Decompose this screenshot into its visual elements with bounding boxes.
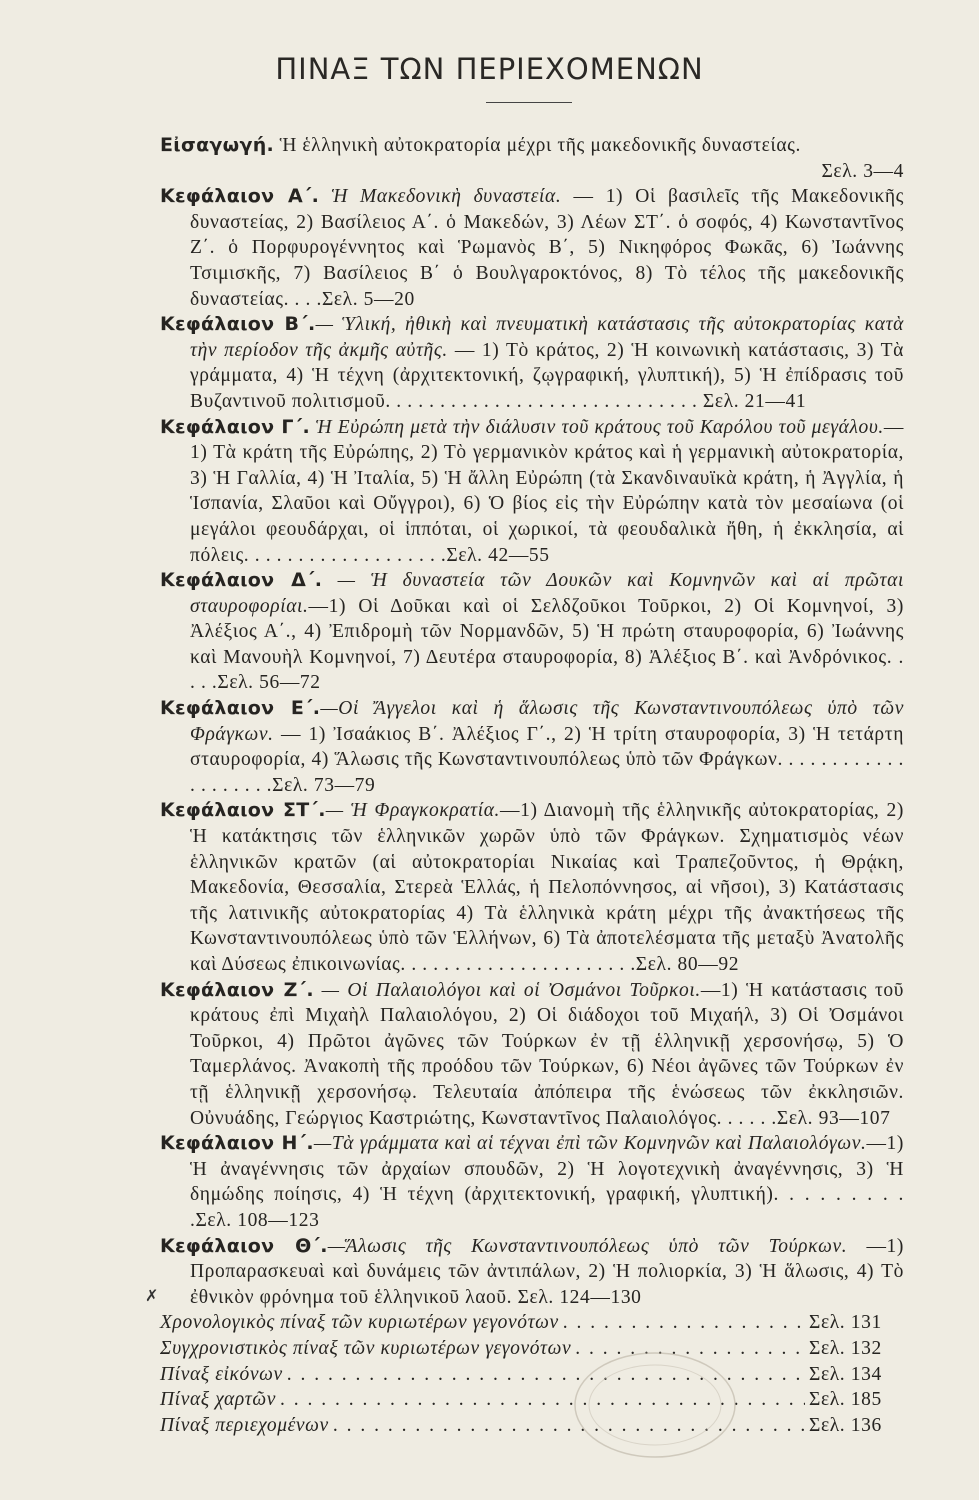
index-pages: Σελ. 132 (809, 1337, 882, 1359)
index-label: Πίναξ εἰκόνων (160, 1363, 283, 1385)
entry-text: — 1) Τὸ κράτος, 2) Ἡ κοινωνικὴ κατάστασις, 3) Τὰ γράμματα, 4) Ἡ τέχνη (ἀρχιτεκτονική, ζῳγραφική, γλυπτική), 5) Ἡ ἐπίδρασις τοῦ Βυζαντινοῦ πολιτισμοῦ. . . . . . . . . . . . . . . . . . . . . . . . . . . . . (190, 339, 904, 412)
toc-entry-chapter-5 (160, 696, 904, 798)
title-divider (486, 102, 572, 103)
entry-text: —1) Διανομὴ τῆς ἑλληνικῆς αὐτοκρατορίας, 2) Ἡ κατάκτησις τῶν ἑλληνικῶν χωρῶν ὑπὸ τῶν Φράγκων. Σχηματισμὸς νέων ἑλληνικῶν κρατῶν (αἱ αὐτοκρατορίαι Νικαίας καὶ Τραπεζοῦντος, ἡ Θρᾴκη, Μακεδονία, Θεσσαλία, Στερεὰ Ἑλλάς, ἡ Πελοπόννησος, αἱ νῆσοι), 3) Κατάστασις τῆς λατινικῆς αὐτοκρατορίας 4) Τὰ ἑλληνικὰ κράτη μέχρι τῆς ἀνακτήσεως τῆς Κωνσταντινουπόλεως ὑπὸ τῶν Ἑλλήνων, 6) Τὰ ἀποτελέσματα τῆς μεταξὺ Ἀνατολῆς καὶ Δύσεως ἐπικοινωνίας. . . . . . . . . . . . . . . . . . . . . . (190, 800, 904, 975)
entry-heading: Κεφάλαιον Η΄. (160, 1132, 314, 1155)
entry-text: —1) Οἱ Δοῦκαι καὶ οἱ Σελδζοῦκοι Τοῦρκοι, 2) Οἱ Κομνηνοί, 3) Ἀλέξιος Α΄., 4) Ἐπιδρομὴ τῶν Νορμανδῶν, 5) Ἡ πρώτη σταυροφορία, 6) Ἰωάννης καὶ Μανουὴλ Κομνηνοί, 7) Δευτέρα σταυροφορία, 8) Ἀλέξιος Β΄. καὶ Ἀνδρόνικος. . . . . (190, 595, 904, 694)
index-entry-chronological (160, 1310, 904, 1336)
toc-entry-chapter-6 (160, 798, 904, 977)
toc-entry-chapter-8 (160, 1131, 904, 1233)
entry-pages: Σελ. 3—4 (821, 160, 904, 182)
entry-heading: Κεφάλαιον Γ΄. (160, 415, 311, 438)
index-label: Πίναξ περιεχομένων (160, 1414, 329, 1436)
entry-text: —1) Ἡ κατάστασις τοῦ κράτους ἐπὶ Μιχαὴλ Παλαιολόγου, 2) Οἱ διάδοχοι τοῦ Μιχαήλ, 3) Οἱ Ὀσμάνοι Τοῦρκοι, 4) Πρῶτοι ἀγῶνες τῶν Τούρκων ἐν τῇ ἑλληνικῇ χερσονήσῳ, 5) Ὁ Ταμερλάνος. Ἀνακοπὴ τῆς προόδου τῶν Τούρκων, 6) Νέοι ἀγῶνες τῶν Τούρκων ἐν τῇ ἑλληνικῇ χερσονήσῳ. Τελευταία ἀπόπειρα τῆς ἑνώσεως τῶν ἐκκλησιῶν. Οὐνυάδης, Γεώργιος Καστριώτης, Κωνσταντῖνος Παλαιολόγος. . . . . . (190, 979, 904, 1129)
entry-subject: — Οἱ Παλαιολόγοι καὶ οἱ Ὀσμάνοι Τοῦρκοι. (321, 979, 701, 1001)
index-entry-contents (160, 1413, 904, 1439)
faded-library-stamp (570, 1345, 740, 1465)
table-of-contents (160, 133, 904, 1438)
index-label: Συγχρονιστικὸς πίναξ τῶν κυριωτέρων γεγονότων (160, 1337, 572, 1359)
entry-heading: Κεφάλαιον Α΄. (160, 185, 320, 208)
index-entry-synchronistic (160, 1336, 904, 1362)
toc-entry-chapter-3 (160, 415, 904, 569)
entry-text: — 1) Ἰσαάκιος Β΄. Ἀλέξιος Γ΄., 2) Ἡ τρίτη σταυροφορία, 3) Ἡ τετάρτη σταυροφορία, 4) Ἅλωσις τῆς Κωνσταντινουπόλεως ὑπὸ τῶν Φράγκων. . . . . . . . . . . . . . . . . . . . (190, 723, 904, 796)
entry-heading: Κεφάλαιον ΣΤ΄. (160, 799, 326, 822)
entry-subject: — Ὑλική, ἠθικὴ καὶ πνευματικὴ κατάστασις τῆς αὐτοκρατορίας κατὰ τὴν περίοδον τῆς ἀκμῆς αὐτῆς. (190, 314, 904, 361)
index-entry-maps (160, 1387, 904, 1413)
entry-pages: Σελ. 108—123 (195, 1209, 320, 1231)
page-title: ΠΙΝΑΞ ΤΩΝ ΠΕΡΙΕΧΟΜΕΝΩΝ (275, 52, 704, 86)
entry-text: Ἡ ἑλληνικὴ αὐτοκρατορία μέχρι τῆς μακεδονικῆς δυναστείας. (279, 135, 801, 156)
entry-heading: Εἰσαγωγή. (160, 134, 275, 156)
entry-pages: Σελ. 42—55 (446, 544, 550, 566)
entry-text: — 1) Οἱ βασιλεῖς τῆς Μακεδονικῆς δυναστείας, 2) Βασίλειος Α΄. ὁ Μακεδών, 3) Λέων ΣΤ΄. ὁ σοφός, 4) Κωνσταντῖνος Ζ΄. ὁ Πορφυρογέννητος καὶ Ῥωμανὸς Β΄, 5) Νικηφόρος Φωκᾶς, 6) Ἰωάννης Τσιμισκῆς, 7) Βασίλειος Β΄ ὁ Βουλγαροκτόνος, 8) Τὸ τέλος τῆς μακεδονικῆς δυναστείας. . . . (190, 186, 904, 310)
index-pages: Σελ. 131 (809, 1312, 882, 1334)
entry-pages: Σελ. 124—130 (517, 1286, 642, 1308)
entry-subject: — Ἡ δυναστεία τῶν Δουκῶν καὶ Κομνηνῶν καὶ αἱ πρῶται σταυροφορίαι. (190, 570, 904, 617)
entry-pages: Σελ. 80—92 (635, 954, 740, 975)
margin-pencil-mark: ✗ (145, 1286, 159, 1305)
entry-heading: Κεφάλαιον Δ΄. (160, 569, 323, 592)
entry-subject: —Οἱ Ἄγγελοι καὶ ἡ ἅλωσις τῆς Κωνσταντινουπόλεως ὑπὸ τῶν Φράγκων. (190, 698, 904, 745)
entry-subject: — Ἡ Φραγκοκρατία. (325, 800, 501, 822)
entry-pages: Σελ. 93—107 (776, 1107, 891, 1129)
index-entry-images (160, 1362, 904, 1388)
leader-dots (563, 1310, 805, 1336)
index-pages: Σελ. 185 (809, 1389, 882, 1411)
entry-pages: Σελ. 5—20 (321, 288, 415, 310)
index-label: Χρονολογικὸς πίναξ τῶν κυριωτέρων γεγονότων (160, 1312, 559, 1334)
entry-subject: —Ἅλωσις τῆς Κωνσταντινουπόλεως ὑπὸ τῶν Τούρκων. (327, 1235, 848, 1257)
entry-heading: Κεφάλαιον Ζ΄. (160, 978, 314, 1001)
entry-heading: Κεφάλαιον Β΄. (160, 313, 316, 336)
entry-heading: Κεφάλαιον Θ΄. (160, 1234, 328, 1257)
entry-pages: Σελ. 21—41 (702, 390, 807, 412)
entry-subject: Ἡ Εὐρώπη μετὰ τὴν διάλυσιν τοῦ κράτους τοῦ Καρόλου τοῦ μεγάλου. (315, 416, 884, 438)
entry-text: —1) Προπαρασκευαὶ καὶ δυνάμεις τῶν ἀντιπάλων, 2) Ἡ πολιορκία, 3) Ἡ ἅλωσις, 4) Τὸ ἐθνικὸν φρόνημα τοῦ ἑλληνικοῦ λαοῦ. (190, 1235, 904, 1308)
index-pages: Σελ. 136 (809, 1414, 882, 1436)
toc-entry-chapter-4 (160, 568, 904, 696)
entry-text: —1) Τὰ κράτη τῆς Εὐρώπης, 2) Τὸ γερμανικὸν κράτος καὶ ἡ γερμανικὴ αὐτοκρατορία, 3) Ἡ Γαλλία, 4) Ἡ Ἰταλία, 5) Ἡ ἄλλη Εὐρώπη (τὰ Σκανδιναυϊκὰ κράτη, ἡ Ἀγγλία, ἡ Ἱσπανία, Σλαῦοι καὶ Οὔγγροι), 6) Ὁ βίος εἰς τὴν Εὐρώπην κατὰ τὸν μεσαίωνα (οἱ μεγάλοι φεουδάρχαι, οἱ ἱππόται, οἱ χωρικοί, τὰ φεουδαλικὰ ἤθη, ἡ ἐκκλησία, αἱ πόλεις. . . . . . . . . . . . . . . . . . . (190, 416, 904, 566)
entry-pages: Σελ. 73—79 (272, 774, 376, 796)
entry-heading: Κεφάλαιον Ε΄. (160, 697, 321, 720)
index-label: Πίναξ χαρτῶν (160, 1389, 276, 1411)
toc-entry-introduction (160, 133, 904, 184)
entry-subject: —Τὰ γράμματα καὶ αἱ τέχναι ἐπὶ τῶν Κομνηνῶν καὶ Παλαιολόγων. (313, 1133, 867, 1155)
toc-entry-chapter-1 (160, 184, 904, 312)
toc-entry-chapter-7 (160, 978, 904, 1132)
toc-entry-chapter-2 (160, 312, 904, 414)
entry-text: —1) Ἡ ἀναγέννησις τῶν ἀρχαίων σπουδῶν, 2) Ἡ λογοτεχνικὴ ἀναγέννησις, 3) Ἡ δημώδης ποίησις, 4) Ἡ τέχνη (ἀρχιτεκτονική, γραφική, γλυπτική). . . . . . . . . . (190, 1133, 904, 1231)
entry-subject: Ἡ Μακεδονικὴ δυναστεία. (331, 186, 562, 208)
toc-entry-chapter-9 (160, 1234, 904, 1311)
entry-pages: Σελ. 56—72 (217, 672, 321, 694)
index-pages: Σελ. 134 (809, 1363, 882, 1385)
